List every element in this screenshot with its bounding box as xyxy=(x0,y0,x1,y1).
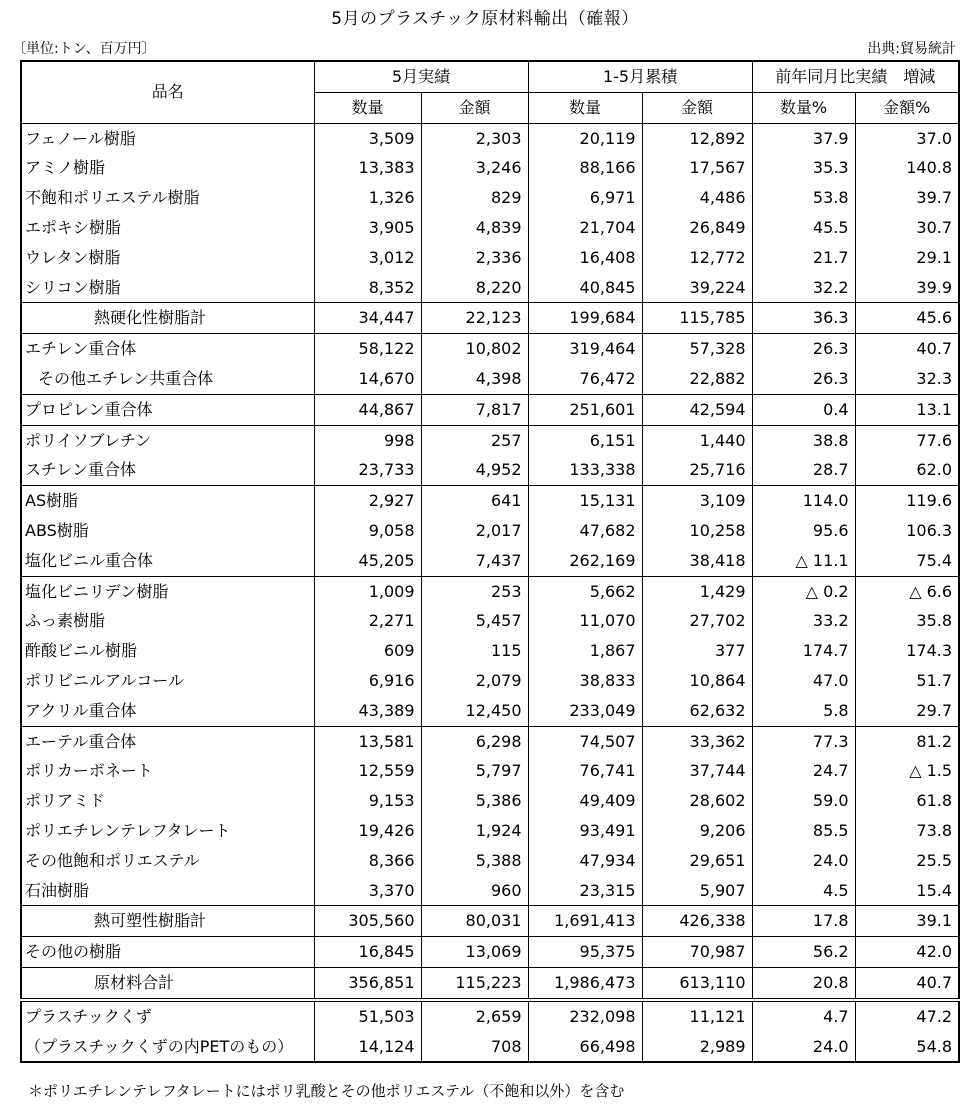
cell-a: 5,797 xyxy=(421,756,528,786)
cell-cq: 1,986,473 xyxy=(528,967,642,999)
cell-qp: △ 11.1 xyxy=(752,546,855,576)
cell-a: 4,839 xyxy=(421,213,528,243)
item-name: その他飽和ポリエステル xyxy=(21,846,314,876)
cell-a: 4,952 xyxy=(421,455,528,485)
cell-cq: 47,934 xyxy=(528,846,642,876)
header-qty-cum: 数量 xyxy=(528,92,642,123)
cell-a: 7,437 xyxy=(421,546,528,576)
cell-qp: 32.2 xyxy=(752,273,855,303)
cell-qp: 77.3 xyxy=(752,726,855,756)
item-name: ポリイソブレチン xyxy=(21,425,314,455)
cell-qp: 21.7 xyxy=(752,243,855,273)
item-name: ポリアミド xyxy=(21,786,314,816)
cell-ca: 28,602 xyxy=(642,786,752,816)
cell-a: 80,031 xyxy=(421,906,528,937)
cell-ap: 37.0 xyxy=(855,123,959,153)
header-qty-may: 数量 xyxy=(314,92,421,123)
cell-qp: 24.7 xyxy=(752,756,855,786)
cell-ap: △ 1.5 xyxy=(855,756,959,786)
cell-q: 3,509 xyxy=(314,123,421,153)
table-row xyxy=(21,606,959,636)
cell-qp: 95.6 xyxy=(752,516,855,546)
cell-qp: 0.4 xyxy=(752,394,855,425)
cell-a: 6,298 xyxy=(421,726,528,756)
cell-ca: 25,716 xyxy=(642,455,752,485)
table-row xyxy=(21,123,959,153)
cell-cq: 232,098 xyxy=(528,1000,642,1032)
table-row xyxy=(21,183,959,213)
cell-ca: 115,785 xyxy=(642,303,752,334)
table-row xyxy=(21,726,959,756)
cell-ap: 39.9 xyxy=(855,273,959,303)
cell-ca: 426,338 xyxy=(642,906,752,937)
cell-a: 2,079 xyxy=(421,666,528,696)
item-name: プロピレン重合体 xyxy=(21,394,314,425)
cell-a: 4,398 xyxy=(421,364,528,394)
cell-qp: 174.7 xyxy=(752,636,855,666)
cell-qp: 24.0 xyxy=(752,846,855,876)
item-name: フェノール樹脂 xyxy=(21,123,314,153)
cell-ca: 33,362 xyxy=(642,726,752,756)
cell-q: 12,559 xyxy=(314,756,421,786)
cell-ap: 119.6 xyxy=(855,486,959,516)
table-row xyxy=(21,1032,959,1063)
cell-ca: 26,849 xyxy=(642,213,752,243)
cell-a: 115,223 xyxy=(421,967,528,999)
cell-cq: 11,070 xyxy=(528,606,642,636)
cell-q: 2,271 xyxy=(314,606,421,636)
cell-a: 829 xyxy=(421,183,528,213)
cell-q: 9,058 xyxy=(314,516,421,546)
cell-cq: 88,166 xyxy=(528,153,642,183)
item-name: その他の樹脂 xyxy=(21,937,314,968)
header-yoy-change: 前年同月比実績 増減 xyxy=(752,61,959,92)
cell-a: 960 xyxy=(421,876,528,906)
header-cumulative: 1-5月累積 xyxy=(528,61,752,92)
table-row xyxy=(21,243,959,273)
cell-cq: 233,049 xyxy=(528,696,642,726)
cell-a: 5,386 xyxy=(421,786,528,816)
cell-qp: 24.0 xyxy=(752,1032,855,1063)
unit-label: 〔単位:トン、百万円〕 xyxy=(12,41,156,57)
item-name: その他エチレン共重合体 xyxy=(21,364,314,394)
cell-q: 3,012 xyxy=(314,243,421,273)
cell-ap: 13.1 xyxy=(855,394,959,425)
cell-cq: 251,601 xyxy=(528,394,642,425)
cell-cq: 21,704 xyxy=(528,213,642,243)
table-row xyxy=(21,786,959,816)
cell-ap: 47.2 xyxy=(855,1000,959,1032)
item-name: プラスチックくず xyxy=(21,1000,314,1032)
cell-ca: 12,892 xyxy=(642,123,752,153)
item-name: エポキシ樹脂 xyxy=(21,213,314,243)
item-name: ABS樹脂 xyxy=(21,516,314,546)
cell-ap: 29.7 xyxy=(855,696,959,726)
cell-q: 2,927 xyxy=(314,486,421,516)
table-row xyxy=(21,213,959,243)
cell-q: 6,916 xyxy=(314,666,421,696)
cell-q: 3,905 xyxy=(314,213,421,243)
cell-ca: 5,907 xyxy=(642,876,752,906)
cell-qp: △ 0.2 xyxy=(752,576,855,606)
item-name: アミノ樹脂 xyxy=(21,153,314,183)
table-row xyxy=(21,696,959,726)
cell-cq: 76,472 xyxy=(528,364,642,394)
cell-ap: 40.7 xyxy=(855,967,959,999)
header-may-results: 5月実績 xyxy=(314,61,528,92)
cell-ap: 75.4 xyxy=(855,546,959,576)
table-row xyxy=(21,937,959,968)
cell-q: 19,426 xyxy=(314,816,421,846)
cell-cq: 23,315 xyxy=(528,876,642,906)
table-row xyxy=(21,967,959,999)
export-table xyxy=(20,60,960,1063)
item-name: エチレン重合体 xyxy=(21,334,314,364)
cell-q: 8,352 xyxy=(314,273,421,303)
cell-ca: 57,328 xyxy=(642,334,752,364)
cell-cq: 1,867 xyxy=(528,636,642,666)
cell-cq: 76,741 xyxy=(528,756,642,786)
cell-qp: 17.8 xyxy=(752,906,855,937)
cell-ap: 140.8 xyxy=(855,153,959,183)
table-row xyxy=(21,756,959,786)
table-row xyxy=(21,906,959,937)
cell-qp: 26.3 xyxy=(752,334,855,364)
cell-a: 253 xyxy=(421,576,528,606)
cell-ap: 51.7 xyxy=(855,666,959,696)
cell-q: 998 xyxy=(314,425,421,455)
table-row xyxy=(21,546,959,576)
cell-cq: 6,151 xyxy=(528,425,642,455)
cell-a: 1,924 xyxy=(421,816,528,846)
cell-cq: 49,409 xyxy=(528,786,642,816)
item-name: アクリル重合体 xyxy=(21,696,314,726)
cell-ca: 4,486 xyxy=(642,183,752,213)
item-name: ポリビニルアルコール xyxy=(21,666,314,696)
cell-qp: 59.0 xyxy=(752,786,855,816)
cell-ap: 39.1 xyxy=(855,906,959,937)
cell-q: 1,326 xyxy=(314,183,421,213)
cell-a: 13,069 xyxy=(421,937,528,968)
cell-q: 305,560 xyxy=(314,906,421,937)
header-amt-may: 金額 xyxy=(421,92,528,123)
cell-ap: 25.5 xyxy=(855,846,959,876)
cell-ca: 62,632 xyxy=(642,696,752,726)
cell-q: 34,447 xyxy=(314,303,421,334)
header-name: 品名 xyxy=(21,61,314,123)
table-row xyxy=(21,486,959,516)
table-row xyxy=(21,666,959,696)
cell-ca: 42,594 xyxy=(642,394,752,425)
cell-a: 2,336 xyxy=(421,243,528,273)
cell-ap: 40.7 xyxy=(855,334,959,364)
cell-cq: 262,169 xyxy=(528,546,642,576)
cell-q: 9,153 xyxy=(314,786,421,816)
cell-ca: 10,864 xyxy=(642,666,752,696)
table-row xyxy=(21,846,959,876)
cell-qp: 53.8 xyxy=(752,183,855,213)
cell-qp: 47.0 xyxy=(752,666,855,696)
cell-cq: 16,408 xyxy=(528,243,642,273)
cell-a: 5,457 xyxy=(421,606,528,636)
cell-q: 23,733 xyxy=(314,455,421,485)
cell-q: 609 xyxy=(314,636,421,666)
cell-qp: 35.3 xyxy=(752,153,855,183)
cell-a: 2,659 xyxy=(421,1000,528,1032)
item-name: 酢酸ビニル樹脂 xyxy=(21,636,314,666)
cell-q: 3,370 xyxy=(314,876,421,906)
cell-ap: 61.8 xyxy=(855,786,959,816)
cell-ap: 73.8 xyxy=(855,816,959,846)
cell-a: 2,017 xyxy=(421,516,528,546)
table-row xyxy=(21,576,959,606)
cell-q: 13,581 xyxy=(314,726,421,756)
cell-ca: 37,744 xyxy=(642,756,752,786)
cell-cq: 93,491 xyxy=(528,816,642,846)
cell-ap: △ 6.6 xyxy=(855,576,959,606)
cell-q: 356,851 xyxy=(314,967,421,999)
cell-ca: 1,429 xyxy=(642,576,752,606)
footnote: ＊ポリエチレンテレフタレートにはポリ乳酸とその他ポリエステル（不飽和以外）を含む xyxy=(28,1082,625,1100)
cell-cq: 38,833 xyxy=(528,666,642,696)
cell-cq: 74,507 xyxy=(528,726,642,756)
cell-ca: 38,418 xyxy=(642,546,752,576)
item-name: ポリエチレンテレフタレート xyxy=(21,816,314,846)
cell-ap: 29.1 xyxy=(855,243,959,273)
cell-ca: 39,224 xyxy=(642,273,752,303)
cell-ap: 106.3 xyxy=(855,516,959,546)
cell-ap: 45.6 xyxy=(855,303,959,334)
item-name: エーテル重合体 xyxy=(21,726,314,756)
cell-ap: 77.6 xyxy=(855,425,959,455)
cell-cq: 133,338 xyxy=(528,455,642,485)
cell-a: 12,450 xyxy=(421,696,528,726)
table-row xyxy=(21,816,959,846)
cell-cq: 20,119 xyxy=(528,123,642,153)
table-body xyxy=(21,123,959,1062)
cell-cq: 47,682 xyxy=(528,516,642,546)
table-row xyxy=(21,334,959,364)
cell-ca: 10,258 xyxy=(642,516,752,546)
cell-ca: 22,882 xyxy=(642,364,752,394)
table-row xyxy=(21,153,959,183)
cell-qp: 26.3 xyxy=(752,364,855,394)
item-name: AS樹脂 xyxy=(21,486,314,516)
cell-ap: 62.0 xyxy=(855,455,959,485)
item-name: スチレン重合体 xyxy=(21,455,314,485)
cell-ca: 3,109 xyxy=(642,486,752,516)
table-row xyxy=(21,1000,959,1032)
item-name: 不飽和ポリエステル樹脂 xyxy=(21,183,314,213)
cell-cq: 40,845 xyxy=(528,273,642,303)
cell-q: 14,124 xyxy=(314,1032,421,1063)
cell-ap: 42.0 xyxy=(855,937,959,968)
cell-ap: 35.8 xyxy=(855,606,959,636)
cell-ap: 81.2 xyxy=(855,726,959,756)
cell-q: 1,009 xyxy=(314,576,421,606)
item-name: 塩化ビニル重合体 xyxy=(21,546,314,576)
cell-cq: 199,684 xyxy=(528,303,642,334)
cell-a: 7,817 xyxy=(421,394,528,425)
cell-qp: 5.8 xyxy=(752,696,855,726)
item-name: ウレタン樹脂 xyxy=(21,243,314,273)
cell-ca: 17,567 xyxy=(642,153,752,183)
cell-q: 44,867 xyxy=(314,394,421,425)
item-name: 熱硬化性樹脂計 xyxy=(21,303,314,334)
cell-a: 708 xyxy=(421,1032,528,1063)
cell-cq: 6,971 xyxy=(528,183,642,213)
header-amt-cum: 金額 xyxy=(642,92,752,123)
table-row xyxy=(21,364,959,394)
table-row xyxy=(21,425,959,455)
cell-ap: 15.4 xyxy=(855,876,959,906)
cell-q: 43,389 xyxy=(314,696,421,726)
cell-a: 257 xyxy=(421,425,528,455)
item-name: 塩化ビニリデン樹脂 xyxy=(21,576,314,606)
cell-ca: 29,651 xyxy=(642,846,752,876)
cell-qp: 33.2 xyxy=(752,606,855,636)
cell-a: 115 xyxy=(421,636,528,666)
item-name: シリコン樹脂 xyxy=(21,273,314,303)
source-label: 出典:貿易統計 xyxy=(867,41,956,57)
item-name: 原材料合計 xyxy=(21,967,314,999)
cell-ap: 54.8 xyxy=(855,1032,959,1063)
cell-a: 641 xyxy=(421,486,528,516)
cell-ca: 9,206 xyxy=(642,816,752,846)
cell-cq: 319,464 xyxy=(528,334,642,364)
cell-a: 3,246 xyxy=(421,153,528,183)
table-row xyxy=(21,455,959,485)
cell-qp: 37.9 xyxy=(752,123,855,153)
cell-ca: 11,121 xyxy=(642,1000,752,1032)
cell-cq: 1,691,413 xyxy=(528,906,642,937)
cell-qp: 114.0 xyxy=(752,486,855,516)
cell-q: 51,503 xyxy=(314,1000,421,1032)
cell-q: 16,845 xyxy=(314,937,421,968)
cell-cq: 15,131 xyxy=(528,486,642,516)
cell-q: 58,122 xyxy=(314,334,421,364)
cell-q: 45,205 xyxy=(314,546,421,576)
cell-qp: 45.5 xyxy=(752,213,855,243)
table-row xyxy=(21,876,959,906)
cell-qp: 56.2 xyxy=(752,937,855,968)
header-qty-pct: 数量% xyxy=(752,92,855,123)
cell-ca: 27,702 xyxy=(642,606,752,636)
table-row xyxy=(21,516,959,546)
cell-a: 5,388 xyxy=(421,846,528,876)
cell-ca: 377 xyxy=(642,636,752,666)
cell-qp: 38.8 xyxy=(752,425,855,455)
cell-q: 13,383 xyxy=(314,153,421,183)
cell-ap: 174.3 xyxy=(855,636,959,666)
item-name: ふっ素樹脂 xyxy=(21,606,314,636)
cell-a: 2,303 xyxy=(421,123,528,153)
cell-a: 10,802 xyxy=(421,334,528,364)
cell-cq: 95,375 xyxy=(528,937,642,968)
item-name: 石油樹脂 xyxy=(21,876,314,906)
cell-ca: 1,440 xyxy=(642,425,752,455)
cell-ap: 32.3 xyxy=(855,364,959,394)
cell-ca: 12,772 xyxy=(642,243,752,273)
cell-qp: 36.3 xyxy=(752,303,855,334)
cell-a: 8,220 xyxy=(421,273,528,303)
table-row xyxy=(21,394,959,425)
item-name: ポリカーボネート xyxy=(21,756,314,786)
cell-ca: 2,989 xyxy=(642,1032,752,1063)
cell-q: 8,366 xyxy=(314,846,421,876)
cell-cq: 66,498 xyxy=(528,1032,642,1063)
cell-qp: 4.7 xyxy=(752,1000,855,1032)
cell-a: 22,123 xyxy=(421,303,528,334)
cell-ca: 613,110 xyxy=(642,967,752,999)
item-name: 熱可塑性樹脂計 xyxy=(21,906,314,937)
table-row xyxy=(21,303,959,334)
cell-ca: 70,987 xyxy=(642,937,752,968)
item-name: （プラスチックくずの内PETのもの） xyxy=(21,1032,314,1063)
page-title: 5月のプラスチック原材料輸出（確報） xyxy=(331,9,639,29)
cell-qp: 28.7 xyxy=(752,455,855,485)
cell-qp: 4.5 xyxy=(752,876,855,906)
cell-q: 14,670 xyxy=(314,364,421,394)
cell-cq: 5,662 xyxy=(528,576,642,606)
table-row xyxy=(21,273,959,303)
cell-ap: 30.7 xyxy=(855,213,959,243)
table-row xyxy=(21,636,959,666)
header-amt-pct: 金額% xyxy=(855,92,959,123)
cell-ap: 39.7 xyxy=(855,183,959,213)
cell-qp: 85.5 xyxy=(752,816,855,846)
cell-qp: 20.8 xyxy=(752,967,855,999)
